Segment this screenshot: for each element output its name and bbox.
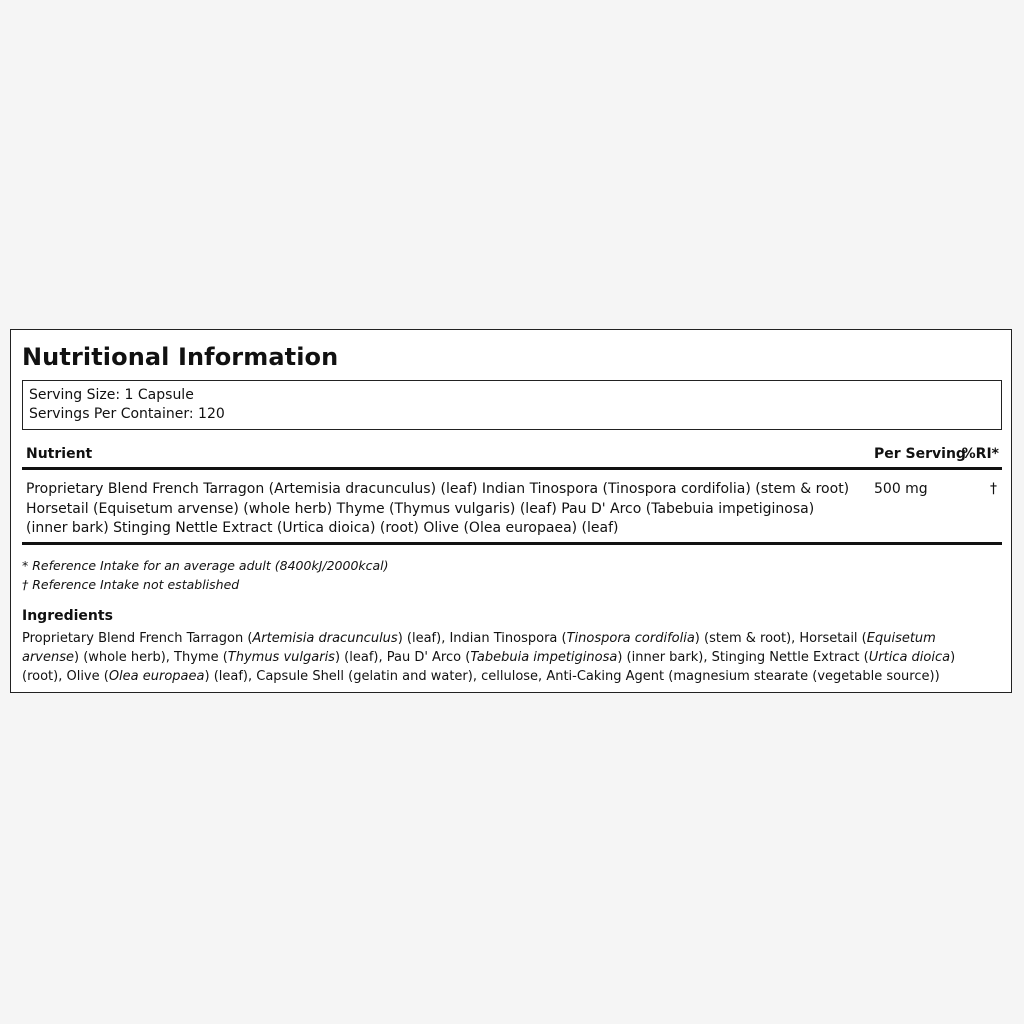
ingredient-text-segment: ) (leaf), Capsule Shell (gelatin and water), cellulose, Anti-Caking Agent (magnesium stearate (vegetable source))	[204, 669, 940, 684]
footnote-not-established: † Reference Intake not established	[22, 577, 240, 592]
ingredients-heading: Ingredients	[22, 608, 113, 624]
ingredient-latin-name: Equisetum arvense	[22, 631, 936, 665]
ingredient-latin-name: Thymus vulgaris	[227, 650, 335, 665]
panel-title: Nutritional Information	[22, 343, 339, 371]
ingredient-text-segment: ) (whole herb), Thyme (	[74, 650, 228, 665]
table-bottom-rule	[22, 542, 1002, 545]
header-ri: %RI*	[961, 446, 999, 462]
ingredient-latin-name: Artemisia dracunculus	[252, 631, 398, 646]
ingredient-text-segment: ) (leaf), Pau D' Arco (	[334, 650, 471, 665]
table-row	[22, 480, 1002, 540]
serving-info-box	[22, 380, 1002, 430]
row-per-serving: 500 mg	[874, 481, 928, 497]
header-per-serving: Per Serving	[874, 446, 966, 462]
footnotes	[22, 556, 389, 594]
footnote-reference-intake: * Reference Intake for an average adult (8400kJ/2000kcal)	[22, 558, 389, 573]
ingredient-latin-name: Olea europaea	[108, 669, 205, 684]
row-nutrient: Proprietary Blend French Tarragon (Artemisia dracunculus) (leaf) Indian Tinospora (Tinospora cordifolia) (stem & root) Horsetail (Equisetum arvense) (whole herb) Thyme (Thymus vulgaris) (leaf) Pau D' Arco (Tabebuia impetiginosa) (inner bark) Stinging Nettle Extract (Urtica dioica) (root) Olive (Olea europaea) (leaf)	[26, 481, 850, 536]
row-ri: †	[990, 481, 997, 497]
ingredient-latin-name: Tinospora cordifolia	[566, 631, 695, 646]
table-header	[22, 444, 1002, 468]
ingredient-text-segment: ) (stem & root), Horsetail (	[694, 631, 867, 646]
table-top-rule	[22, 467, 1002, 470]
servings-per-container: Servings Per Container: 120	[29, 406, 225, 422]
nutrition-panel	[10, 329, 1012, 693]
ingredient-text-segment: ) (inner bark), Stinging Nettle Extract (	[617, 650, 869, 665]
ingredient-text-segment: ) (root), Olive (	[22, 650, 956, 684]
serving-size: Serving Size: 1 Capsule	[29, 387, 194, 403]
ingredient-latin-name: Urtica dioica	[868, 650, 951, 665]
ingredient-latin-name: Tabebuia impetiginosa	[470, 650, 618, 665]
ingredient-text-segment: Proprietary Blend French Tarragon (	[22, 631, 253, 646]
ingredients-text	[22, 629, 997, 686]
header-nutrient: Nutrient	[26, 446, 93, 462]
ingredient-text-segment: ) (leaf), Indian Tinospora (	[397, 631, 567, 646]
